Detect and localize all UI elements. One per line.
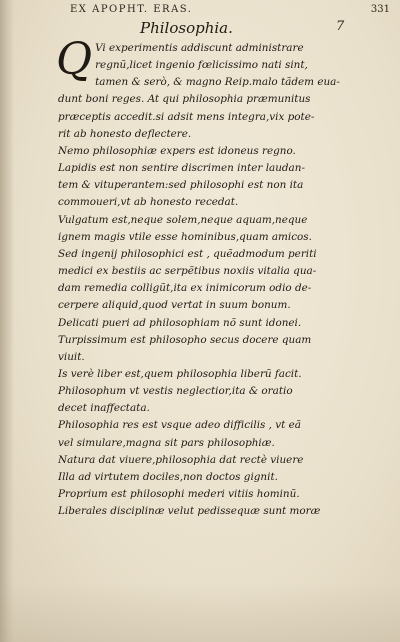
text-line: viuit. (58, 350, 85, 363)
signature-mark: 7 (336, 19, 345, 34)
section-title: Philosophia. (140, 19, 233, 37)
text-line: decet inaffectata. (58, 402, 150, 415)
text-line: regnũ,licet ingenio fœlicissimo nati sint, (95, 59, 308, 72)
text-line: rit ab honesto deflectere. (58, 127, 192, 140)
text-line: dam remedia colligũt,ita ex inimicorum odio de- (58, 282, 312, 295)
text-line: Nemo philosophiæ expers est idoneus regno. (58, 144, 296, 157)
apophthegm-paragraph (58, 246, 350, 315)
apophthegm-paragraph (58, 315, 350, 332)
text-line: Is verè liber est,quem philosophia liberũ facit. (58, 367, 302, 380)
apophthegm-paragraph (58, 366, 350, 383)
text-line: cerpere aliquid,quod vertat in suum bonum. (58, 299, 291, 312)
page-number: 331 (370, 4, 390, 15)
text-line: dunt boni reges. At qui philosophia præmunitus (58, 93, 311, 106)
apophthegm-paragraph (58, 452, 350, 486)
apophthegm-paragraph (58, 486, 350, 503)
text-line: Lapidis est non sentire discrimen inter laudan- (58, 162, 305, 175)
opening-paragraph (56, 34, 350, 143)
page-bottom-shade (0, 582, 400, 642)
text-line: tamen & serò, & magno Reip.malo tãdem eua- (95, 76, 340, 89)
apophthegm-paragraph (58, 160, 350, 211)
text-line: Natura dat viuere,philosophia dat rectè viuere (58, 453, 304, 466)
text-line: Delicati pueri ad philosophiam nõ sunt idonei. (58, 316, 302, 329)
body-text (56, 34, 350, 520)
text-line: ignem magis vtile esse hominibus,quam amicos. (58, 230, 312, 243)
running-head (70, 4, 390, 18)
text-line: commoueri,vt ab honesto recedat. (58, 196, 239, 209)
apophthegm-paragraph (58, 503, 350, 520)
apophthegm-paragraph (58, 143, 350, 160)
drop-cap: Q (56, 34, 93, 85)
text-line: Proprium est philosophi mederi vitiis hominũ. (58, 488, 300, 501)
running-head-text: EX APOPHT. ERAS. (70, 4, 193, 15)
apophthegm-paragraph (58, 383, 350, 417)
text-line: tem & vituperantem:sed philosophi est non ita (58, 179, 304, 192)
apophthegm-paragraph (58, 417, 350, 451)
apophthegm-paragraph (58, 212, 350, 246)
text-line: Vi experimentis addiscunt administrare (95, 42, 304, 54)
page-gutter-shadow (0, 0, 14, 642)
text-line: Philosophia res est vsque adeo difficilis , vt eã (58, 419, 301, 432)
text-line: Sed ingenij philosophici est , quẽadmodum periti (58, 247, 317, 260)
text-line: medici ex bestiis ac serpẽtibus noxiis vitalia qua- (58, 265, 317, 278)
text-line: præceptis accedit.si adsit mens integra,vix pote- (58, 110, 315, 123)
apophthegm-paragraph (58, 332, 350, 366)
text-line: Turpissimum est philosopho secus docere quam (58, 333, 312, 346)
text-line: Philosophum vt vestis neglectior,ita & oratio (58, 385, 293, 398)
text-line: vel simulare,magna sit pars philosophiæ. (58, 436, 275, 449)
text-line: Liberales disciplinæ velut pedissequæ sunt moræ (58, 505, 321, 518)
text-line: Illa ad virtutem dociles,non doctos gignit. (58, 470, 278, 483)
text-line: Vulgatum est,neque solem,neque aquam,neque (58, 213, 308, 226)
